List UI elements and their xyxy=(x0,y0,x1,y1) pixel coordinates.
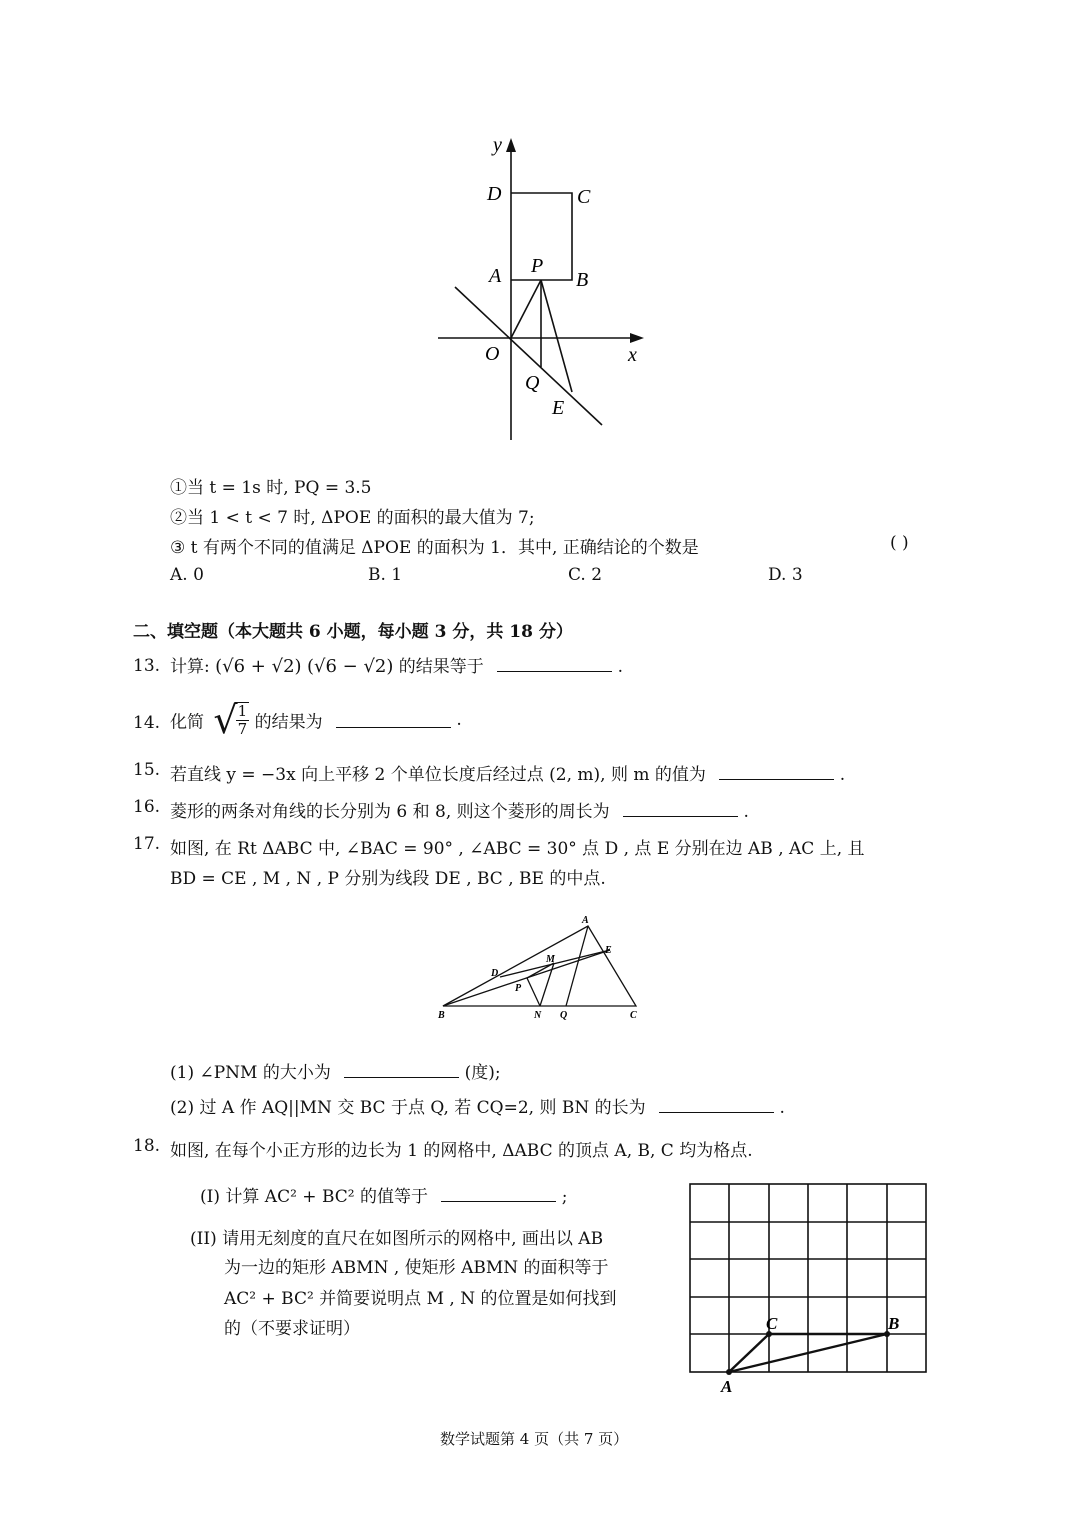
q12-option-d: D. 3 xyxy=(768,565,803,585)
q17-sub-1 xyxy=(170,1058,501,1083)
page-footer: 数学试题第 4 页（共 7 页） xyxy=(440,1430,629,1448)
q15-number: 15. xyxy=(133,760,161,780)
label-e: E xyxy=(605,945,612,956)
q13-number: 13. xyxy=(133,656,161,676)
q17-sub1-post: (度); xyxy=(464,1063,501,1083)
q14-pre: 化简 xyxy=(170,712,204,733)
q16-number: 16. xyxy=(133,797,161,817)
answer-blank[interactable] xyxy=(623,802,738,817)
label-m: M xyxy=(546,954,555,965)
q13-expr-b: (√6 − √2) xyxy=(306,656,394,677)
sqrt-sign: √ xyxy=(213,698,238,742)
q13-end: . xyxy=(617,657,624,677)
answer-blank[interactable] xyxy=(441,1187,556,1202)
label-q: Q xyxy=(560,1010,568,1020)
fraction-denominator: 7 xyxy=(237,720,248,738)
q12-option-a: A. 0 xyxy=(170,565,204,585)
q12-statement-1: ①当 t = 1s 时, PQ = 3.5 xyxy=(170,478,372,498)
label-c: C xyxy=(766,1314,778,1333)
fraction xyxy=(235,702,250,738)
q13-text xyxy=(170,652,623,677)
q13-post: 的结果等于 xyxy=(398,657,484,677)
q12-option-c: C. 2 xyxy=(568,565,603,585)
label-b: B xyxy=(438,1010,445,1020)
q17-line-1: 如图, 在 Rt ΔABC 中, ∠BAC = 90° , ∠ABC = 30° 点 D , 点 E 分别在边 AB , AC 上, 且 xyxy=(170,839,865,859)
q18-intro: 如图, 在每个小正方形的边长为 1 的网格中, ΔABC 的顶点 A, B, C 均为格点. xyxy=(170,1141,753,1161)
q17-sub1-pre: (1) ∠PNM 的大小为 xyxy=(170,1063,331,1083)
section-heading: 二、填空题（本大题共 6 小题，每小题 3 分，共 18 分） xyxy=(133,622,573,642)
q16-end: . xyxy=(743,802,749,822)
answer-blank[interactable] xyxy=(497,657,612,672)
label-a: A xyxy=(582,915,589,926)
q13-expr-a: (√6 + √2) xyxy=(215,656,302,677)
answer-blank[interactable] xyxy=(344,1063,459,1078)
q14-end: . xyxy=(456,710,462,730)
label-y: y xyxy=(493,134,502,156)
q18-number: 18. xyxy=(133,1136,161,1156)
fraction-numerator: 1 xyxy=(237,702,248,720)
label-c: C xyxy=(630,1010,637,1020)
triangle-figure xyxy=(432,910,647,1020)
q18-part-2-line-3: AC² + BC² 并简要说明点 M , N 的位置是如何找到 xyxy=(224,1289,617,1309)
label-n: N xyxy=(534,1010,542,1020)
label-o: O xyxy=(485,343,500,365)
q18-part-2-line-4: 的（不要求证明） xyxy=(224,1319,360,1339)
label-d: D xyxy=(491,968,499,979)
label-b: B xyxy=(576,269,589,291)
q14-post: 的结果为 xyxy=(254,712,323,733)
label-a: A xyxy=(721,1377,733,1396)
answer-blank[interactable] xyxy=(336,713,451,728)
q17-sub-2 xyxy=(170,1093,785,1118)
q16-text xyxy=(170,797,749,822)
q18-part-2-line-2: 为一边的矩形 ABMN , 使矩形 ABMN 的面积等于 xyxy=(224,1258,609,1278)
coordinate-figure xyxy=(430,130,660,445)
q17-sub2-end: . xyxy=(779,1098,785,1118)
q15-text xyxy=(170,760,845,785)
q16-body: 菱形的两条对角线的长分别为 6 和 8, 则这个菱形的周长为 xyxy=(170,802,610,822)
q17-sub2-pre: (2) 过 A 作 AQ||MN 交 BC 于点 Q, 若 CQ=2, 则 BN 的长为 xyxy=(170,1098,646,1118)
q12-option-b: B. 1 xyxy=(368,565,403,585)
label-p: P xyxy=(531,255,544,277)
label-c: C xyxy=(577,186,591,208)
q18-i-end: ; xyxy=(561,1187,568,1207)
q12-statement-2: ②当 1 < t < 7 时, ΔPOE 的面积的最大值为 7; xyxy=(170,508,535,528)
label-a: A xyxy=(489,265,502,287)
q15-body: 若直线 y = −3x 向上平移 2 个单位长度后经过点 (2, m), 则 m 的值为 xyxy=(170,765,706,785)
q12-answer-paren: ( ) xyxy=(890,533,909,553)
line-oe xyxy=(455,287,602,425)
q17-line-2: BD = CE , M , N , P 分别为线段 DE , BC , BE 的中点. xyxy=(170,869,606,889)
label-b: B xyxy=(888,1314,900,1333)
label-x: x xyxy=(628,344,637,366)
q14-number: 14. xyxy=(133,713,161,733)
label-d: D xyxy=(487,183,502,205)
q13-pre: 计算: xyxy=(170,657,210,677)
q18-part-1 xyxy=(200,1182,568,1207)
q18-part-2-line-1: (II) 请用无刻度的直尺在如图所示的网格中, 画出以 AB xyxy=(190,1229,604,1249)
grid-figure xyxy=(680,1175,940,1400)
q15-end: . xyxy=(839,765,846,785)
label-e: E xyxy=(552,397,565,419)
answer-blank[interactable] xyxy=(659,1098,774,1113)
label-q: Q xyxy=(525,372,540,394)
label-p: P xyxy=(515,983,522,994)
q17-number: 17. xyxy=(133,834,161,854)
answer-blank[interactable] xyxy=(719,765,834,780)
q18-i-pre: (I) 计算 AC² + BC² 的值等于 xyxy=(200,1187,428,1207)
q12-statement-3: ③ t 有两个不同的值满足 ΔPOE 的面积为 1．其中, 正确结论的个数是 xyxy=(170,538,699,558)
q14-text xyxy=(170,698,462,742)
triangle-abc xyxy=(443,926,636,1006)
grid-lines xyxy=(690,1184,926,1372)
